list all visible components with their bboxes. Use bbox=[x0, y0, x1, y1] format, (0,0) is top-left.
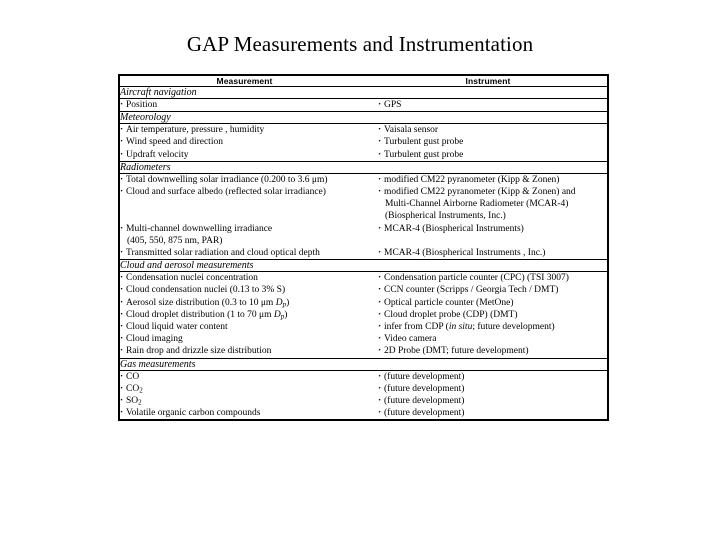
section-header-row-cloud-aerosol bbox=[119, 260, 608, 272]
instrument-list-meteorology bbox=[369, 124, 608, 162]
list-item-continuation: (Biospherical Instruments, Inc.) bbox=[385, 211, 506, 222]
measurement-list-aircraft-navigation bbox=[119, 99, 369, 112]
list-item: ·modified CM22 pyranometer (Kipp & Zonen) and bbox=[378, 186, 607, 198]
gap-measurements-table bbox=[118, 74, 609, 421]
measurement-so2: $SO_2$ bbox=[126, 396, 142, 407]
list-item: ·Video camera bbox=[378, 333, 607, 345]
instrument-list-radiometers bbox=[369, 173, 608, 259]
instrument-infer-cdp: infer from CDP (in situ; future development) bbox=[384, 322, 555, 333]
list-item: ·Turbulent gust probe bbox=[378, 149, 607, 161]
list-item: ·(future development) bbox=[378, 395, 607, 407]
list-item: ·(future development) bbox=[378, 383, 607, 395]
list-item bbox=[378, 321, 607, 333]
table-row bbox=[119, 272, 608, 358]
list-item-spacer bbox=[120, 210, 369, 222]
table-row bbox=[119, 370, 608, 420]
list-item: ·Total downwelling solar irradiance (0.200 to 3.6 μm) bbox=[120, 174, 369, 186]
section-header-row-radiometers bbox=[119, 161, 608, 173]
section-spacer-cloud-aerosol bbox=[369, 260, 608, 272]
list-item: · GPS bbox=[378, 99, 607, 111]
table-header-row bbox=[119, 75, 608, 87]
list-item-continuation: Multi-Channel Airborne Radiometer (MCAR-4) bbox=[385, 199, 569, 210]
list-item: ·Updraft velocity bbox=[120, 149, 369, 161]
list-item: ·Rain drop and drizzle size distribution bbox=[120, 345, 369, 357]
list-item: ·modified CM22 pyranometer (Kipp & Zonen) bbox=[378, 174, 607, 186]
section-spacer-meteorology bbox=[369, 112, 608, 124]
list-item: ·Condensation particle counter (CPC) (TSI 3007) bbox=[378, 272, 607, 284]
section-spacer-aircraft-navigation bbox=[369, 87, 608, 99]
column-header-measurement: Measurement bbox=[119, 75, 369, 87]
section-label-radiometers: Radiometers bbox=[119, 161, 369, 173]
list-item: ·Cloud droplet probe (CDP) (DMT) bbox=[378, 309, 607, 321]
list-item: ·MCAR-4 (Biospherical Instruments) bbox=[378, 223, 607, 235]
measurement-co2: $CO_2$ bbox=[126, 383, 143, 395]
list-item: ·Multi-channel downwelling irradiance bbox=[120, 223, 369, 235]
section-header-row-meteorology bbox=[119, 112, 608, 124]
list-item: ·Vaisala sensor bbox=[378, 124, 607, 136]
section-spacer-gas bbox=[369, 358, 608, 370]
section-header-row-aircraft-navigation bbox=[119, 87, 608, 99]
measurements-table-container bbox=[118, 74, 607, 421]
instrument-list-gas bbox=[369, 370, 608, 420]
list-item-spacer bbox=[378, 235, 607, 247]
list-item: ·Cloud and surface albedo (reflected solar irradiance) bbox=[120, 186, 369, 198]
section-label-meteorology: Meteorology bbox=[119, 112, 369, 124]
list-item: ·CCN counter (Scripps / Georgia Tech / DMT) bbox=[378, 284, 607, 296]
list-item: ·MCAR-4 (Biospherical Instruments , Inc.) bbox=[378, 247, 607, 259]
list-item: ·Volatile organic carbon compounds bbox=[120, 407, 369, 419]
list-item: ·Turbulent gust probe bbox=[378, 136, 607, 148]
section-label-aircraft-navigation: Aircraft navigation bbox=[119, 87, 369, 99]
list-item: ·(future development) bbox=[378, 407, 607, 419]
section-header-row-gas bbox=[119, 358, 608, 370]
list-item: ·Optical particle counter (MetOne) bbox=[378, 297, 607, 309]
section-label-cloud-aerosol: Cloud and aerosol measurements bbox=[119, 260, 369, 272]
page-title: GAP Measurements and Instrumentation bbox=[186, 32, 534, 56]
list-item-continuation: (405, 550, 875 nm, PAR) bbox=[127, 235, 223, 246]
measurement-list-gas bbox=[119, 370, 369, 420]
list-item: ·Air temperature, pressure , humidity bbox=[120, 124, 369, 136]
list-item: ·Condensation nuclei concentration bbox=[120, 272, 369, 284]
measurement-list-cloud-aerosol bbox=[119, 272, 369, 358]
list-item: ·Position bbox=[120, 99, 369, 111]
list-item: ·Cloud condensation nuclei (0.13 to 3% S) bbox=[120, 284, 369, 296]
table-row bbox=[119, 173, 608, 259]
section-label-gas: Gas measurements bbox=[119, 358, 369, 370]
list-item: ·Transmitted solar radiation and cloud optical depth bbox=[120, 247, 369, 259]
section-spacer-radiometers bbox=[369, 161, 608, 173]
table-row bbox=[119, 99, 608, 112]
list-item: ·CO bbox=[120, 371, 369, 383]
list-item bbox=[120, 297, 369, 309]
measurement-cloud-droplet-dist: Cloud droplet distribution (1 to 70 μm $D_p$) bbox=[126, 309, 288, 321]
measurement-aerosol-size: Aerosol size distribution (0.3 to 10 μm $D_p$) bbox=[126, 297, 290, 309]
list-item: ·Cloud imaging bbox=[120, 333, 369, 345]
list-item: ·(future development) bbox=[378, 371, 607, 383]
instrument-list-aircraft-navigation bbox=[369, 99, 608, 112]
list-item bbox=[120, 395, 369, 407]
list-item: ·2D Probe (DMT; future development) bbox=[378, 345, 607, 357]
list-item: ·Wind speed and direction bbox=[120, 136, 369, 148]
table-row bbox=[119, 124, 608, 162]
list-item bbox=[120, 309, 369, 321]
list-item: ·Cloud liquid water content bbox=[120, 321, 369, 333]
measurement-list-meteorology bbox=[119, 124, 369, 162]
list-item bbox=[120, 383, 369, 395]
column-header-instrument: Instrument bbox=[369, 75, 608, 87]
list-item-spacer bbox=[120, 198, 369, 210]
instrument-list-cloud-aerosol bbox=[369, 272, 608, 358]
measurement-list-radiometers bbox=[119, 173, 369, 259]
